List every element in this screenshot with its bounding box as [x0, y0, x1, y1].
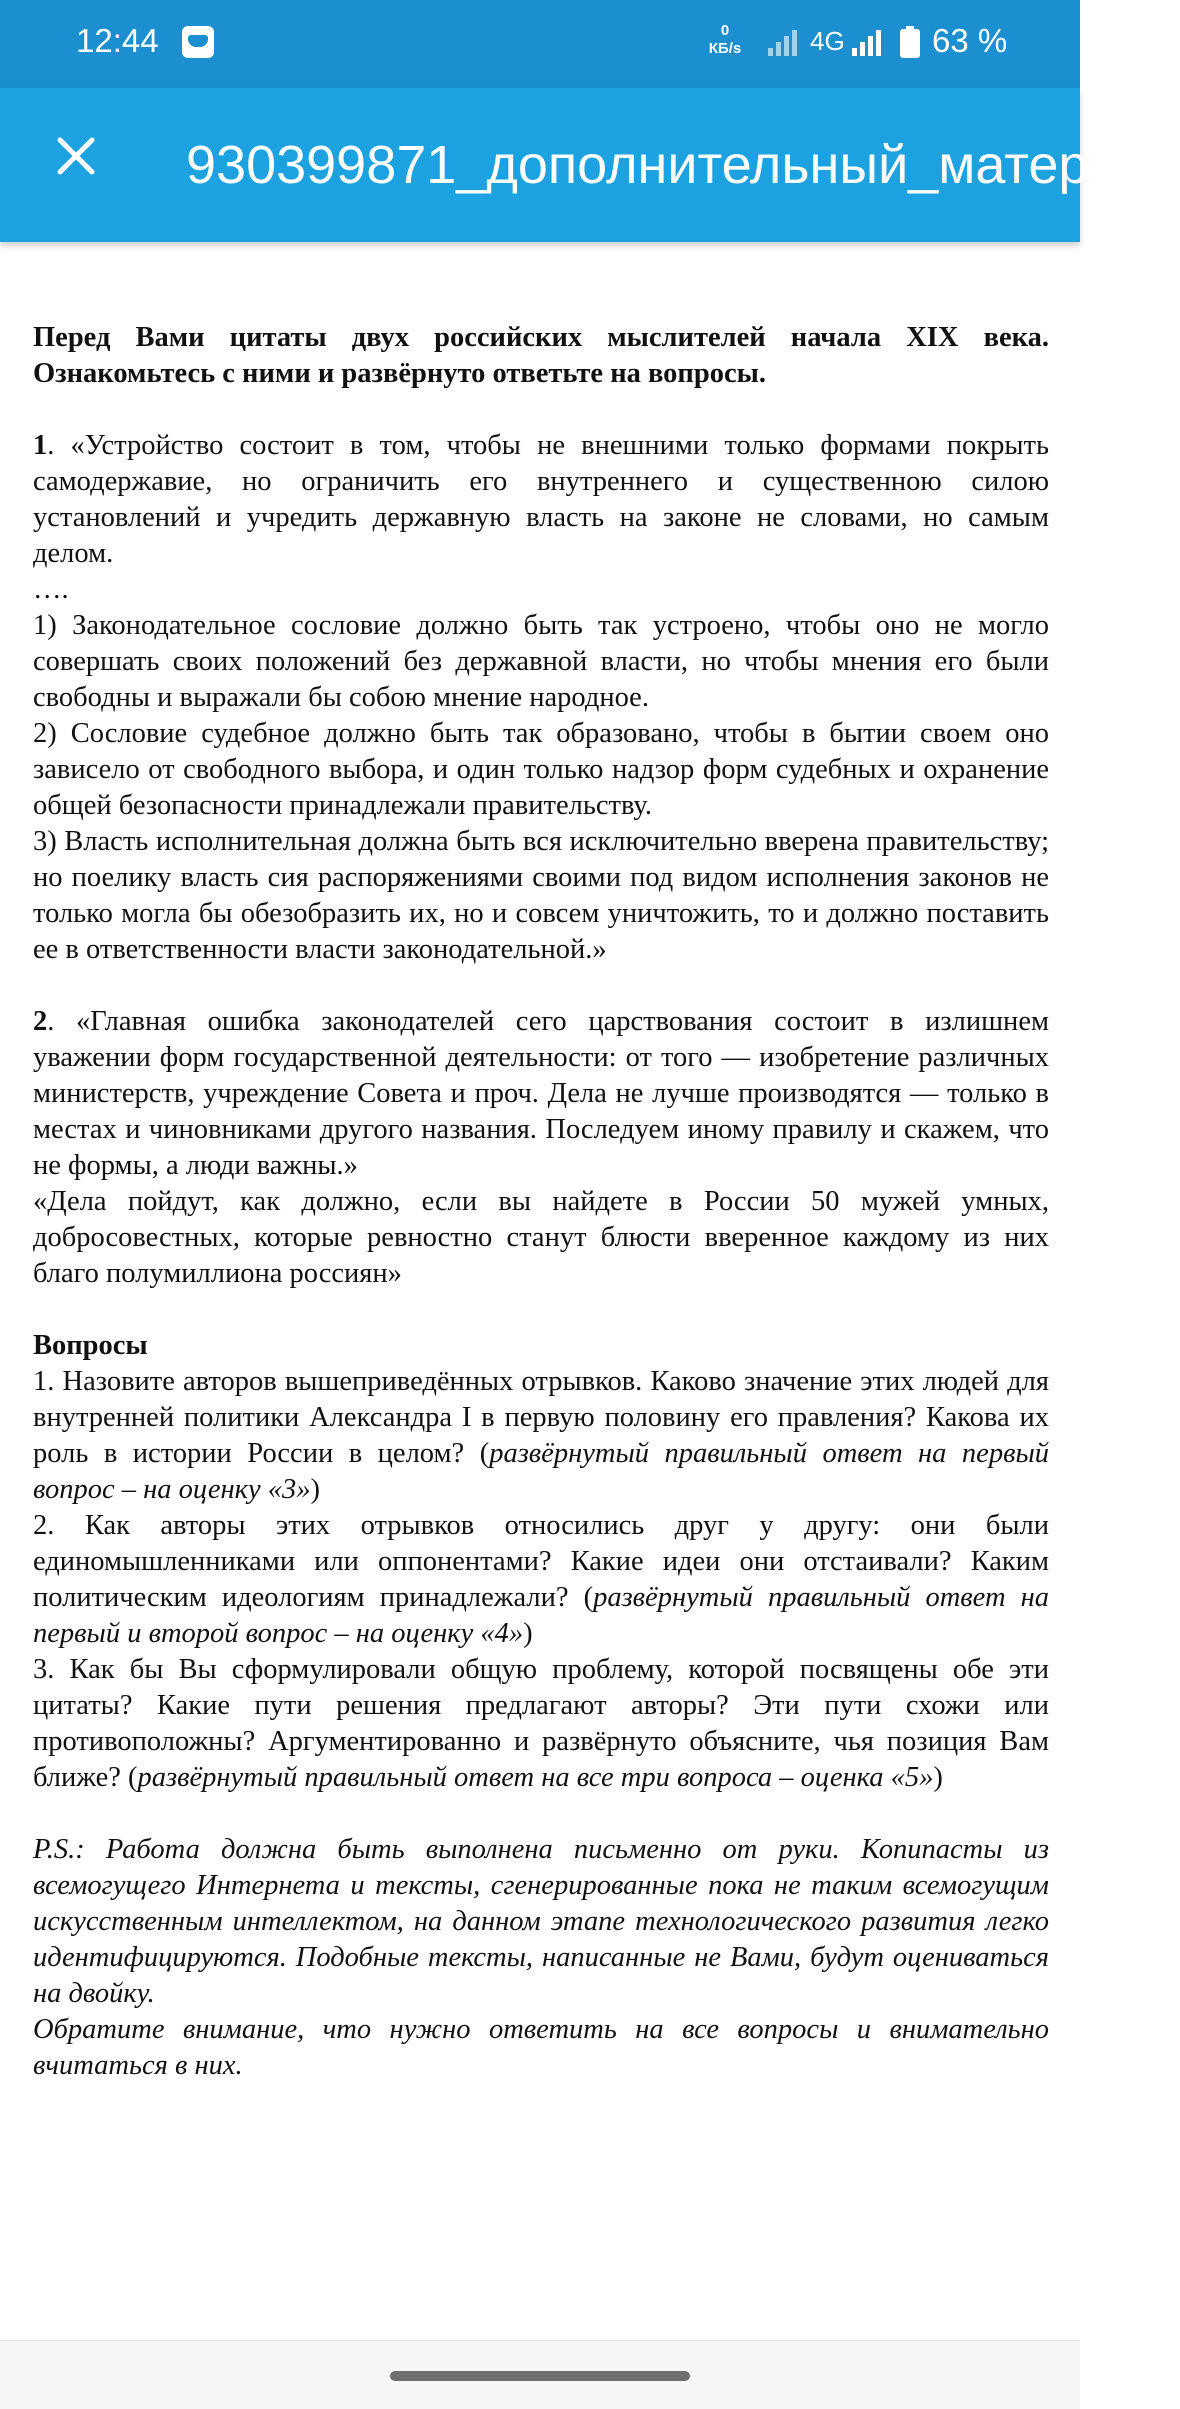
question-2-note: развёрнутый правильный ответ на первый и второй вопрос – на оценку «4»	[33, 1582, 1049, 1649]
ps-text: P.S.: Работа должна быть выполнена письменно от руки. Копипасты из всемогущего Интернета и тексты, сгенерированные пока не таким всемогущим искусственным интеллектом, на данном этапе технологического развития легко идентифицируются. Подобные тексты, написанные не Вами, будут оцениваться на двойку.	[33, 1834, 1049, 2009]
document-content	[33, 320, 1049, 2084]
question-3-text: 3. Как бы Вы сформулировали общую проблему, которой посвящены обе эти цитаты? Какие пути решения предлагают авторы? Эти пути схожи или противоположны? Аргументированно и развёрнуто объясните, чья позиция Вам ближе? (	[33, 1654, 1049, 1793]
question-2	[33, 1508, 1049, 1652]
question-1-close: )	[310, 1474, 321, 1505]
notification-app-icon	[182, 26, 214, 58]
app-bar	[0, 88, 1180, 242]
network-speed-unit: КБ/s	[708, 40, 742, 57]
questions-heading-text: Вопросы	[33, 1330, 148, 1361]
status-bar	[0, 0, 1080, 88]
question-3	[33, 1652, 1049, 1796]
quote-2-text: . «Главная ошибка законодателей сего царствования состоит в излишнем уважении форм государственной деятельности: от того — изобретение различных министерств, учреждение Совета и проч. Дела не лучше производятся — только в местах и чиновниками другого названия. Последуем иному правилу и скажем, что не формы, а люди важны.»	[33, 1006, 1049, 1181]
question-1-text: 1. Назовите авторов вышеприведённых отрывков. Каково значение этих людей для внутренней политики Александра I в первую половину его правления? Какова их роль в истории России в целом? (	[33, 1366, 1049, 1469]
questions-heading	[33, 1328, 1049, 1364]
intro-text: Перед Вами цитаты двух российских мыслителей начала XIX века. Ознакомьтесь с ними и развёрнуто ответьте на вопросы.	[33, 322, 1049, 389]
network-speed-value: 0	[720, 22, 730, 39]
document-title: 930399871_дополнительный_материал	[186, 135, 1180, 195]
question-1-note: развёрнутый правильный ответ на первый вопрос – на оценку «3»	[33, 1438, 1049, 1505]
question-3-close: )	[933, 1762, 943, 1793]
ps-paragraph	[33, 1832, 1049, 2012]
note-paragraph	[33, 2012, 1049, 2084]
quote-1-text: . «Устройство состоит в том, чтобы не внешними только формами покрыть самодержавие, но ограничить его внутреннего и существенною силою установлений и учредить державную власть на законе не словами, но самым делом.	[33, 430, 1049, 569]
quote-1-point-3: 3) Власть исполнительная должна быть вся исключительно вверена правительству; но поелику власть сия распоряжениями своими под видом исполнения законов не только могла бы обезобразить их, но и совсем уничтожить, то и должно поставить ее в ответственности власти законодательной.»	[33, 826, 1049, 965]
quote-1	[33, 428, 1049, 572]
signal-secondary-icon	[768, 30, 798, 56]
question-2-text: 2. Как авторы этих отрывков относились друг у другу: они были единомышленниками или оппонентами? Какие идеи они отстаивали? Каким политическим идеологиям принадлежали? (	[33, 1510, 1049, 1613]
quote-2-continuation: «Дела пойдут, как должно, если вы найдете в России 50 мужей умных, добросовестных, которые ревностно станут блюсти вверенное каждому из них благо полумиллиона россиян»	[33, 1186, 1049, 1289]
question-1	[33, 1364, 1049, 1508]
battery-percent: 63 %	[932, 22, 1008, 59]
close-icon[interactable]	[44, 124, 108, 188]
quote-2-number: 2	[33, 1006, 48, 1037]
question-2-close: )	[523, 1618, 533, 1649]
network-type: 4G	[810, 26, 845, 56]
navigation-bar	[0, 2340, 1080, 2409]
quote-1-point-1: 1) Законодательное сословие должно быть так устроено, чтобы оно не могло совершать своих положений без державной власти, но чтобы мнения его были свободны и выражали бы собою мнение народное.	[33, 610, 1049, 713]
ellipsis: ….	[33, 574, 69, 605]
note-text: Обратите внимание, что нужно ответить на все вопросы и внимательно вчитаться в них.	[33, 2014, 1049, 2081]
question-3-note: развёрнутый правильный ответ на все три вопроса – оценка «5»	[137, 1762, 934, 1793]
battery-icon	[900, 26, 920, 58]
quote-1-point-2: 2) Сословие судебное должно быть так образовано, чтобы в бытии своем оно зависело от свободного выбора, и один только надзор форм судебных и охранение общей безопасности принадлежали правительству.	[33, 718, 1049, 821]
signal-icon	[852, 30, 882, 56]
intro-paragraph	[33, 320, 1049, 392]
network-speed	[700, 22, 750, 58]
quote-2	[33, 1004, 1049, 1184]
status-time: 12:44	[76, 22, 159, 59]
home-indicator[interactable]	[390, 2371, 690, 2381]
quote-1-number: 1	[33, 430, 48, 461]
